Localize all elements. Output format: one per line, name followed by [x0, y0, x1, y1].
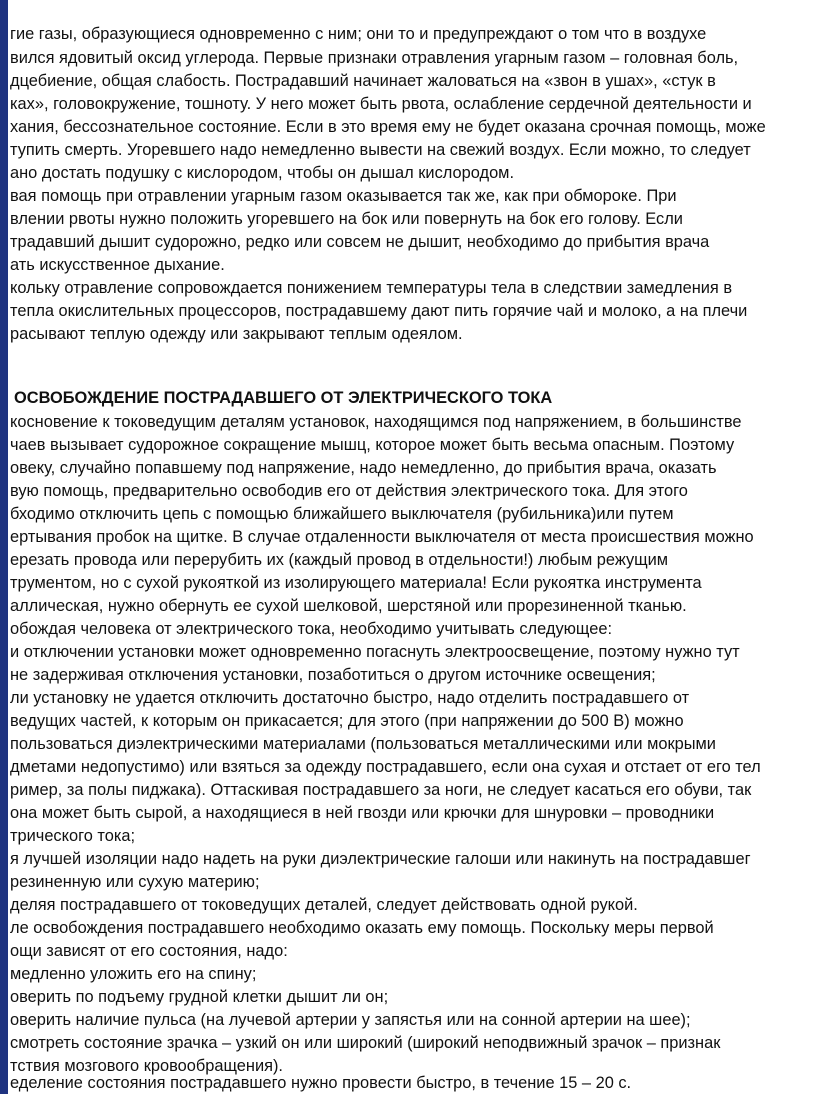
text-line: ано достать подушку с кислородом, чтобы он дышал кислородом.	[10, 164, 515, 182]
text-line: гие газы, образующиеся одновременно с ним; они то и предупреждают о том что в воздухе	[10, 25, 707, 43]
text-line: обождая человека от электрического тока, необходимо учитывать следующее:	[10, 620, 613, 638]
text-line: бходимо отключить цепь с помощью ближайшего выключателя (рубильника)или путем	[10, 505, 674, 523]
text-line: трического тока;	[10, 827, 136, 845]
text-line: овеку, случайно попавшему под напряжение, надо немедленно, до прибытия врача, оказать	[10, 459, 717, 477]
text-line: тупить смерть. Угоревшего надо немедленно вывести на свежий воздух. Если можно, то следует	[10, 141, 751, 159]
text-line: и отключении установки может одновременно погаснуть электроосвещение, поэтому нужно тут	[10, 643, 740, 661]
text-line: хания, бессознательное состояние. Если в это время ему не будет оказана срочная помощь, може	[10, 118, 766, 136]
text-line: медленно уложить его на спину;	[10, 965, 257, 983]
text-line: ертывания пробок на щитке. В случае отдаленности выключателя от места происшествия можно	[10, 528, 754, 546]
text-line: тепла окислительных процессоров, пострадавшему дают пить горячие чай и молоко, а на плечи	[10, 302, 748, 320]
text-line: ле освобождения пострадавшего необходимо оказать ему помощь. Поскольку меры первой	[10, 919, 714, 937]
text-line: косновение к токоведущим деталям установок, находящимся под напряжением, в большинстве	[10, 413, 742, 431]
text-line: кольку отравление сопровождается понижением температуры тела в следствии замедления в	[10, 279, 733, 297]
text-line: пользоваться диэлектрическими материалами (пользоваться металлическими или мокрыми	[10, 735, 716, 753]
text-line: ощи зависят от его состояния, надо:	[10, 942, 288, 960]
text-line: влении рвоты нужно положить угоревшего на бок или повернуть на бок его голову. Если	[10, 210, 683, 228]
text-line: ведущих частей, к которым он прикасается; для этого (при напряжении до 500 В) можно	[10, 712, 684, 730]
text-line: деляя пострадавшего от токоведущих деталей, следует действовать одной рукой.	[10, 896, 638, 914]
text-line: дцебиение, общая слабость. Пострадавший начинает жаловаться на «звон в ушах», «стук в	[10, 72, 716, 90]
text-line: оверить наличие пульса (на лучевой артерии у запястья или на сонной артерии на шее);	[10, 1011, 691, 1029]
text-line: вую помощь, предварительно освободив его от действия электрического тока. Для этого	[10, 482, 688, 500]
text-line: ерезать провода или перерубить их (каждый провод в отдельности!) любым режущим	[10, 551, 669, 569]
text-line: она может быть сырой, а находящиеся в ней гвозди или крючки для шнуровки – проводники	[10, 804, 715, 822]
text-line: расывают теплую одежду или закрывают теплым одеялом.	[10, 325, 463, 343]
text-line: чаев вызывает судорожное сокращение мышц, которое может быть весьма опасным. Поэтому	[10, 436, 735, 454]
text-line: еделение состояния пострадавшего нужно провести быстро, в течение 15 – 20 с.	[10, 1074, 632, 1092]
section-heading: ОСВОБОЖДЕНИЕ ПОСТРАДАВШЕГО ОТ ЭЛЕКТРИЧЕСКОГО ТОКА	[14, 389, 553, 407]
text-line: традавший дышит судорожно, редко или совсем не дышит, необходимо до прибытия врача	[10, 233, 710, 251]
text-line: аллическая, нужно обернуть ее сухой шелковой, шерстяной или прорезиненной тканью.	[10, 597, 687, 615]
text-line: трументом, но с сухой рукояткой из изолирующего материала! Если рукоятка инструмента	[10, 574, 702, 592]
text-line: тствия мозгового кровообращения).	[10, 1057, 283, 1075]
text-line: ках», головокружение, тошноту. У него может быть рвота, ослабление сердечной деятельности и	[10, 95, 752, 113]
text-line: вился ядовитый оксид углерода. Первые признаки отравления угарным газом – головная боль,	[10, 49, 739, 67]
text-line: смотреть состояние зрачка – узкий он или широкий (широкий неподвижный зрачок – признак	[10, 1034, 721, 1052]
text-line: не задерживая отключения установки, позаботиться о другом источнике освещения;	[10, 666, 656, 684]
text-line: резиненную или сухую материю;	[10, 873, 260, 891]
text-line: ли установку не удается отключить достаточно быстро, надо отделить пострадавшего от	[10, 689, 690, 707]
text-line: оверить по подъему грудной клетки дышит ли он;	[10, 988, 389, 1006]
text-line: ать искусственное дыхание.	[10, 256, 225, 274]
text-line: вая помощь при отравлении угарным газом оказывается так же, как при обмороке. При	[10, 187, 677, 205]
text-line: дметами недопустимо) или взяться за одежду пострадавшего, если она сухая и отстает от его тел	[10, 758, 761, 776]
text-line: ример, за полы пиджака). Оттаскивая пострадавшего за ноги, не следует касаться его обуви, так	[10, 781, 752, 799]
text-line: я лучшей изоляции надо надеть на руки диэлектрические галоши или накинуть на пострадавшег	[10, 850, 751, 868]
